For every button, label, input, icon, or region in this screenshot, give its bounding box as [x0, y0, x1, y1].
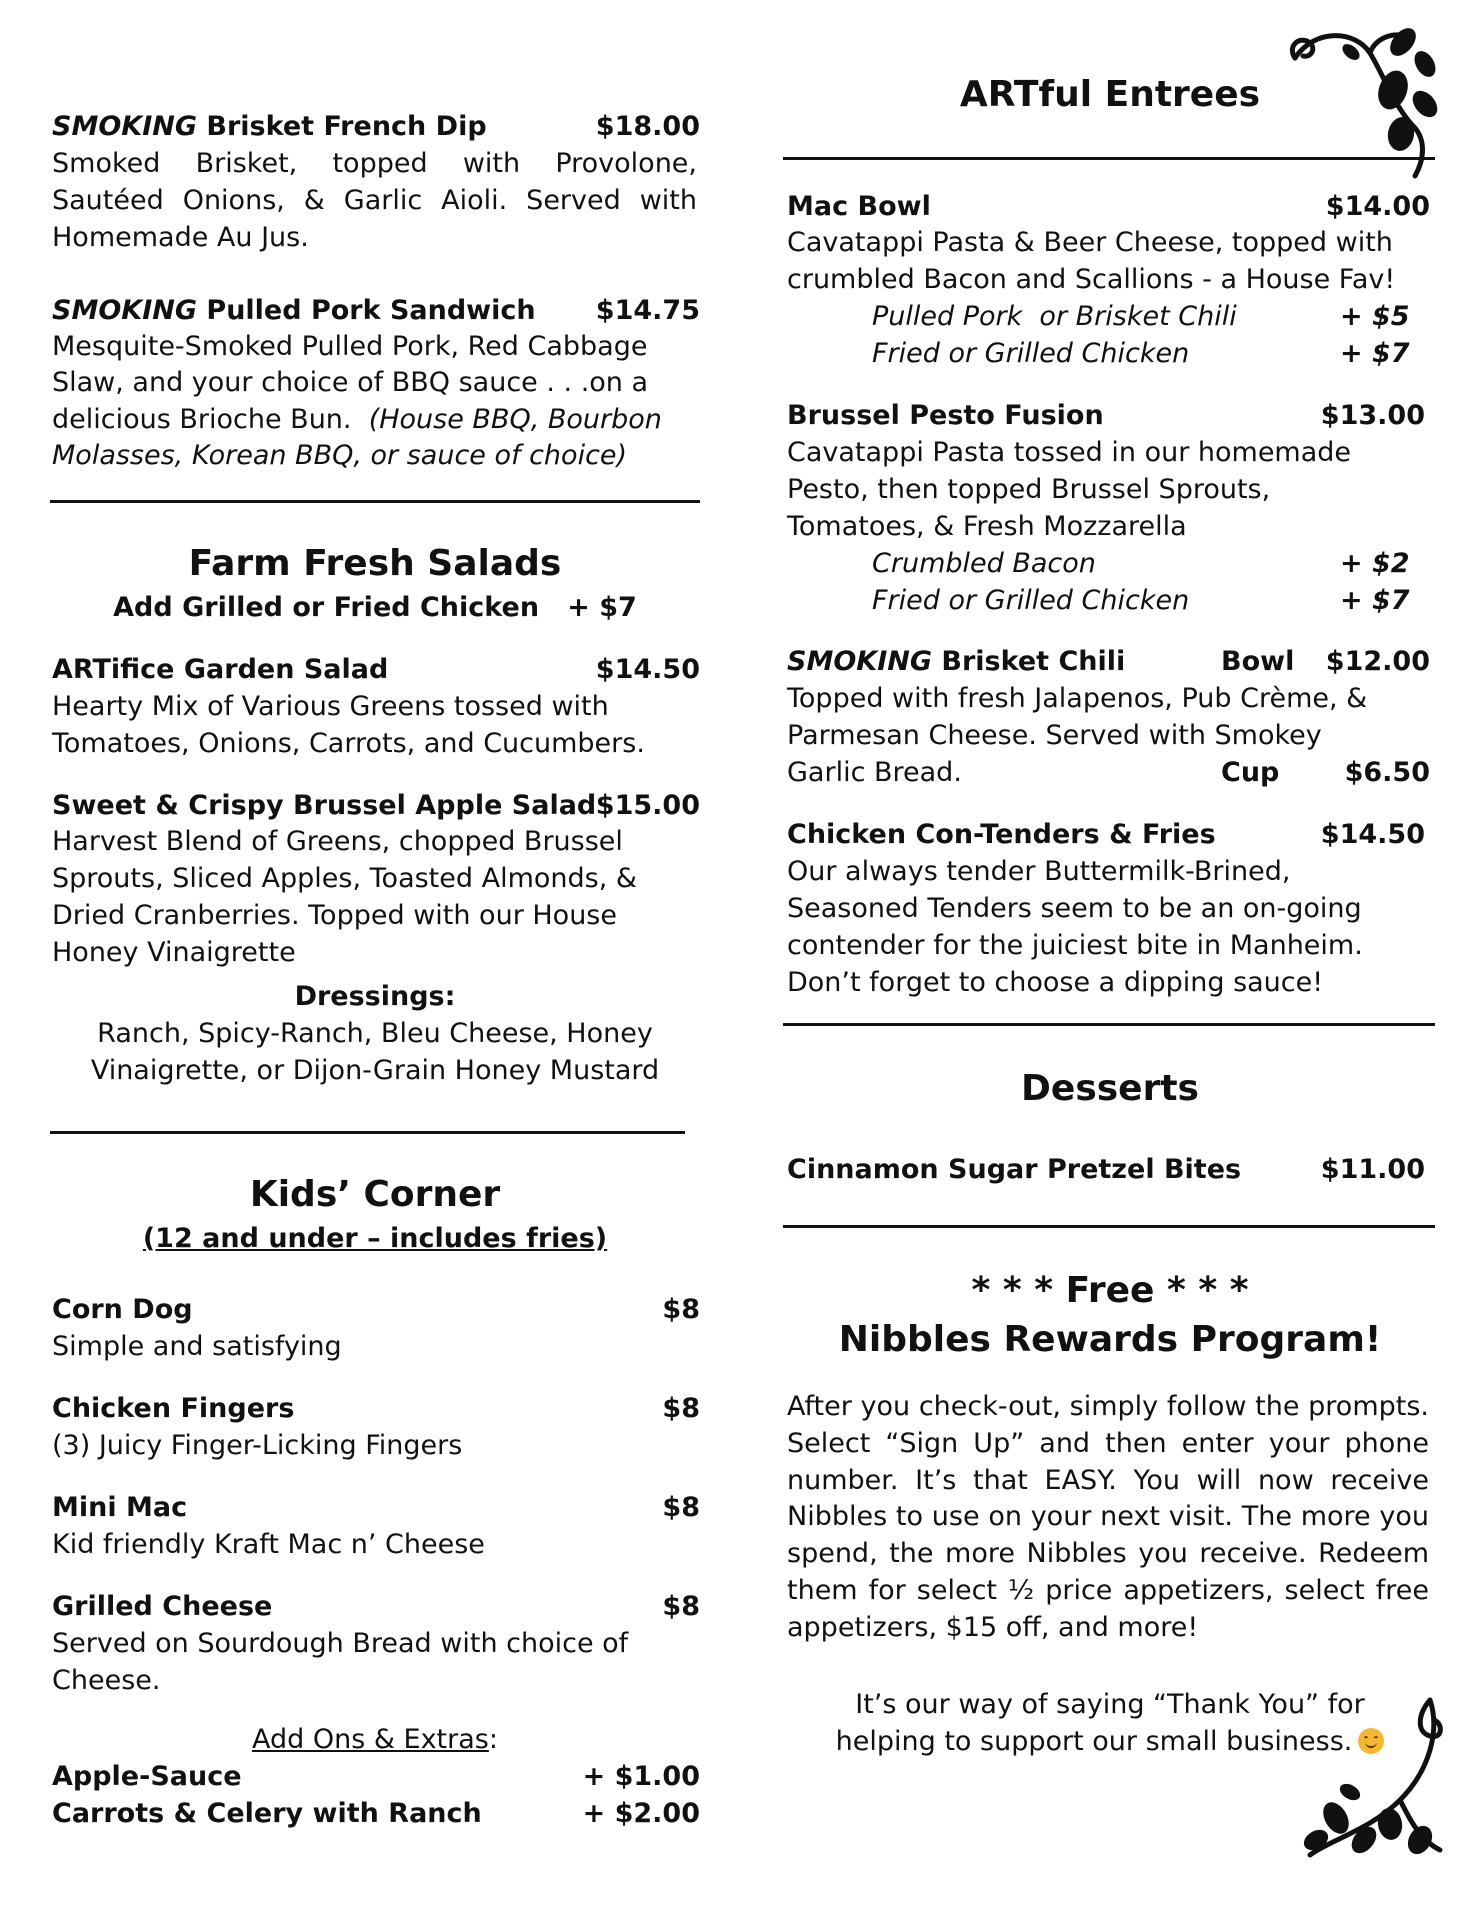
item-description-line: Honey Vinaigrette: [52, 937, 296, 968]
item-price: $14.00: [1325, 191, 1430, 222]
addon-name: Carrots & Celery with Ranch: [52, 1798, 482, 1829]
rewards-program-title: Nibbles Rewards Program!: [838, 1319, 1382, 1360]
item-name: Chicken Con-Tenders & Fries: [787, 819, 1216, 850]
item-description-line: Seasoned Tenders seem to be an on-going: [787, 893, 1362, 924]
item-description-line: Molasses, Korean BBQ, or sauce of choice): [52, 440, 628, 471]
item-description-line: Slaw, and your choice of BBQ sauce . . .on a: [52, 367, 649, 398]
section-title: Desserts: [1021, 1068, 1199, 1109]
section-divider: [783, 1225, 1435, 1228]
dressings-line: Ranch, Spicy-Ranch, Bleu Cheese, Honey: [97, 1018, 653, 1049]
dressings-title: Dressings:: [294, 981, 456, 1012]
item-description-line: Pesto, then topped Brussel Sprouts,: [787, 474, 1271, 505]
item-name: SMOKING Brisket French Dip: [52, 111, 487, 142]
section-divider: [50, 1131, 685, 1134]
section-title: ARTful Entrees: [959, 74, 1261, 115]
addon-name: Fried or Grilled Chicken: [872, 585, 1190, 616]
item-name: Cinnamon Sugar Pretzel Bites: [787, 1154, 1242, 1185]
item-description: Kid friendly Kraft Mac n’ Cheese: [52, 1529, 485, 1560]
item-price: $14.75: [595, 295, 700, 326]
item-price: $13.00: [1320, 400, 1425, 431]
rewards-thanks-line: helping to support our small business.: [785, 1723, 1435, 1760]
item-name: SMOKING Pulled Pork Sandwich: [52, 295, 536, 326]
addon-name: Crumbled Bacon: [872, 548, 1096, 579]
addons-title: Add Ons & Extras:: [252, 1724, 498, 1755]
item-description-line: contender for the juiciest bite in Manheim.: [787, 930, 1363, 961]
addon-name: Apple-Sauce: [52, 1761, 242, 1792]
section-subtitle: (12 and under – includes fries): [142, 1223, 608, 1254]
rewards-thanks-line: It’s our way of saying “Thank You” for: [855, 1689, 1365, 1720]
item-description-line: crumbled Bacon and Scallions - a House Fav!: [787, 264, 1396, 295]
item-description-line: Cavatappi Pasta & Beer Cheese, topped with: [787, 227, 1393, 258]
item-description-line: Dried Cranberries. Topped with our House: [52, 900, 617, 931]
rewards-body: After you check-out, simply follow the prompts. Select “Sign Up” and then enter your phone number. It’s that EASY. You will now receive Nibbles to use on your next visit. The more you spend, the more Nibbles you receive. Redeem them for select ½ price appetizers, select free appetizers, $15 off, and more!: [787, 1391, 1429, 1643]
item-description-line: Topped with fresh Jalapenos, Pub Crème, &: [787, 683, 1368, 714]
dressings-line: Vinaigrette, or Dijon-Grain Honey Mustard: [90, 1055, 660, 1086]
addon-price: + $2: [1340, 548, 1410, 579]
item-price: $18.00: [595, 111, 700, 142]
item-description-line: Cheese.: [52, 1665, 161, 1696]
item-description-line: Parmesan Cheese. Served with Smokey: [787, 720, 1322, 751]
item-name: Mac Bowl: [787, 191, 931, 222]
item-description-line: Served on Sourdough Bread with choice of: [52, 1628, 629, 1659]
item-description-line: Hearty Mix of Various Greens tossed with: [52, 691, 609, 722]
item-description-line: Don’t forget to choose a dipping sauce!: [787, 967, 1324, 998]
item-description-line: Our always tender Buttermilk-Brined,: [787, 856, 1291, 887]
addon-price: + $2.00: [582, 1798, 700, 1829]
item-name: Brussel Pesto Fusion: [787, 400, 1104, 431]
item-price: $8: [662, 1393, 700, 1424]
item-price: $8: [662, 1294, 700, 1325]
item-price: $8: [662, 1591, 700, 1622]
item-description-line: Tomatoes, & Fresh Mozzarella: [787, 511, 1187, 542]
item-price: $11.00: [1320, 1154, 1425, 1185]
item-name: Corn Dog: [52, 1294, 193, 1325]
addon-price: + $5: [1340, 301, 1410, 332]
bowl-label: Bowl: [1221, 646, 1295, 677]
flourish-vine-icon: [1275, 18, 1445, 188]
item-description-line: Garlic Bread.: [787, 757, 962, 788]
item-description-line: Mesquite-Smoked Pulled Pork, Red Cabbage: [52, 331, 648, 362]
item-price: $14.50: [1320, 819, 1425, 850]
item-description: (3) Juicy Finger-Licking Fingers: [52, 1430, 463, 1461]
addon-name: Pulled Pork or Brisket Chili: [872, 301, 1237, 332]
cup-price: $6.50: [1344, 757, 1430, 788]
item-price: $15.00: [595, 790, 700, 821]
addon-name: Fried or Grilled Chicken: [872, 338, 1190, 369]
rewards-free-title: * * * Free * * *: [971, 1270, 1249, 1311]
section-title: Farm Fresh Salads: [188, 543, 562, 584]
section-divider: [783, 1023, 1435, 1026]
cup-label: Cup: [1221, 757, 1280, 788]
section-title: Kids’ Corner: [249, 1174, 501, 1215]
item-name: ARTifice Garden Salad: [52, 654, 389, 685]
item-description: Simple and satisfying: [52, 1331, 342, 1362]
section-subtitle: Add Grilled or Fried Chicken + $7: [113, 592, 637, 623]
item-description-line: Sprouts, Sliced Apples, Toasted Almonds, &: [52, 863, 637, 894]
item-name: Mini Mac: [52, 1492, 188, 1523]
addon-price: + $7: [1340, 338, 1410, 369]
item-price: $14.50: [595, 654, 700, 685]
bowl-price: $12.00: [1325, 646, 1430, 677]
item-description-line: Cavatappi Pasta tossed in our homemade: [787, 437, 1352, 468]
item-name: Grilled Cheese: [52, 1591, 273, 1622]
flourish-vine-icon: [1290, 1690, 1450, 1870]
item-name: Chicken Fingers: [52, 1393, 295, 1424]
item-description: Smoked Brisket, topped with Provolone, Sautéed Onions, & Garlic Aioli. Served with Homemade Au Jus.: [52, 148, 697, 253]
item-name: Sweet & Crispy Brussel Apple Salad: [52, 790, 597, 821]
item-description-line: Harvest Blend of Greens, chopped Brussel: [52, 826, 623, 857]
item-description-line: Tomatoes, Onions, Carrots, and Cucumbers.: [52, 728, 645, 759]
item-price: $8: [662, 1492, 700, 1523]
section-divider: [783, 157, 1435, 160]
section-divider: [50, 500, 700, 503]
addon-price: + $7: [1340, 585, 1410, 616]
addon-price: + $1.00: [582, 1761, 700, 1792]
item-description-line: delicious Brioche Bun. (House BBQ, Bourbon: [52, 404, 662, 435]
item-name: SMOKING Brisket Chili: [787, 646, 1126, 677]
